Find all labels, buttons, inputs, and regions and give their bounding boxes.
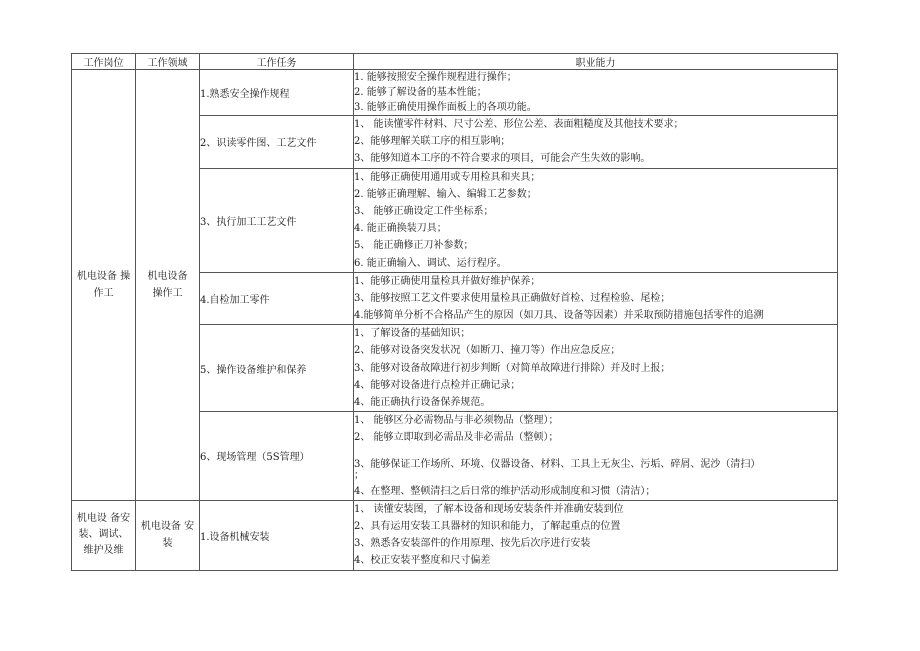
header-vocational-ability: 职业能力 <box>354 54 838 70</box>
work-area-text: 机电设备 操作工 <box>147 270 188 299</box>
job-position-cell <box>72 500 136 570</box>
ability-line: 1、了解设备的基础知识； <box>354 328 471 340</box>
task-cell: 1.设备机械安装 <box>200 500 354 570</box>
ability-line: 3、能够对设备故障进行初步判断（对简单故障进行排除）并及时上报； <box>354 362 671 374</box>
ability-line: 1、能够正确使用量检具并做好维护保养； <box>354 275 541 287</box>
ability-line: 2. 能够了解设备的基本性能； <box>354 87 487 98</box>
ability-line: 4、在整理、整顿清扫之后日常的维护活动形成制度和习惯（清洁）； <box>354 485 656 497</box>
ability-line: 4、校正安装平整度和尺寸偏差 <box>354 555 491 567</box>
ability-line: 3、能够知道本工序的不符合要求的项目，可能会产生失效的影响。 <box>354 153 651 165</box>
table-row <box>72 500 838 570</box>
ability-line: 3、能够保证工作场所、环境、仪器设备、材料、工具上无灰尘、污垢、碎屑、泥沙（清扫） <box>354 458 761 470</box>
task-cell: 3、执行加工工艺文件 <box>200 168 354 272</box>
header-work-area: 工作领域 <box>136 54 200 70</box>
ability-line: 6. 能正确输入、调试、运行程序。 <box>354 257 507 269</box>
ability-line: 3、熟悉各安装部件的作用原理、按先后次序进行安装 <box>354 538 591 550</box>
ability-line: 2、具有运用安装工具器材的知识和能力，了解起重点的位置 <box>354 520 621 532</box>
job-position-cell <box>72 70 136 501</box>
ability-cell <box>354 412 838 501</box>
work-area-cell <box>136 500 200 570</box>
job-competency-table <box>71 53 838 571</box>
task-cell: 4.自检加工零件 <box>200 272 354 325</box>
task-cell: 1.熟悉安全操作规程 <box>200 70 354 116</box>
task-cell: 5、操作设备维护和保养 <box>200 325 354 412</box>
ability-cell <box>354 168 838 272</box>
header-job-position: 工作岗位 <box>72 54 136 70</box>
ability-cell <box>354 272 838 325</box>
task-cell: 2、识读零件图、工艺文件 <box>200 116 354 169</box>
ability-line: 5、 能正确修正刀补参数； <box>354 240 474 252</box>
task-cell: 6、现场管理（5S管理） <box>200 412 354 501</box>
ability-cell <box>354 116 838 169</box>
ability-cell <box>354 70 838 116</box>
job-position-text: 机电设备 操作工 <box>76 270 131 299</box>
ability-line: 1、能够正确使用通用或专用检具和夹具； <box>354 171 541 183</box>
ability-line: 1. 能够按照安全操作规程进行操作； <box>354 72 517 83</box>
ability-line: 1、 读懂安装图，了解本设备和现场安装条件并准确安装到位 <box>354 503 624 515</box>
ability-line: 2. 能够正确理解、输入、编辑工艺参数； <box>354 188 537 200</box>
job-position-text: 机电设 备安装、调试、维护及维 <box>76 513 131 557</box>
ability-line: 4. 能正确换装刀具； <box>354 223 447 235</box>
work-area-text: 机电设备 安装 <box>140 521 195 550</box>
ability-line: 3、能够按照工艺文件要求使用量检具正确做好首检、过程检验、尾检； <box>354 292 671 304</box>
table-row <box>72 70 838 116</box>
ability-line: 3. 能够正确使用操作面板上的各项功能。 <box>354 102 537 113</box>
ability-cell <box>354 500 838 570</box>
ability-line: 2、 能够立即取到必需品及非必需品（整顿）； <box>354 432 559 444</box>
ability-line: 4.能够简单分析不合格品产生的原因（如刀具、设备等因素）并采取预防措施包括零件的追溯 <box>354 310 764 322</box>
ability-cell <box>354 325 838 412</box>
ability-line: 1、 能读懂零件材料、尺寸公差、形位公差、表面粗糙度及其他技术要求； <box>354 119 684 130</box>
ability-line: 1、 能够区分必需物品与非必须物品（整理）； <box>354 415 559 427</box>
header-row <box>72 54 838 70</box>
header-work-task: 工作任务 <box>200 54 354 70</box>
ability-line: 3、 能够正确设定工件坐标系； <box>354 205 494 217</box>
ability-line: 4、能正确执行设备保养规范。 <box>354 397 491 408</box>
work-area-cell <box>136 70 200 501</box>
ability-line: 2、能够对设备突发状况（如断刀、撞刀等）作出应急反应； <box>354 345 621 357</box>
ability-line: 4、能够对设备进行点检并正确记录； <box>354 379 521 391</box>
ability-line: ； <box>354 469 364 481</box>
ability-line: 2、能够理解关联工序的相互影响； <box>354 136 511 148</box>
